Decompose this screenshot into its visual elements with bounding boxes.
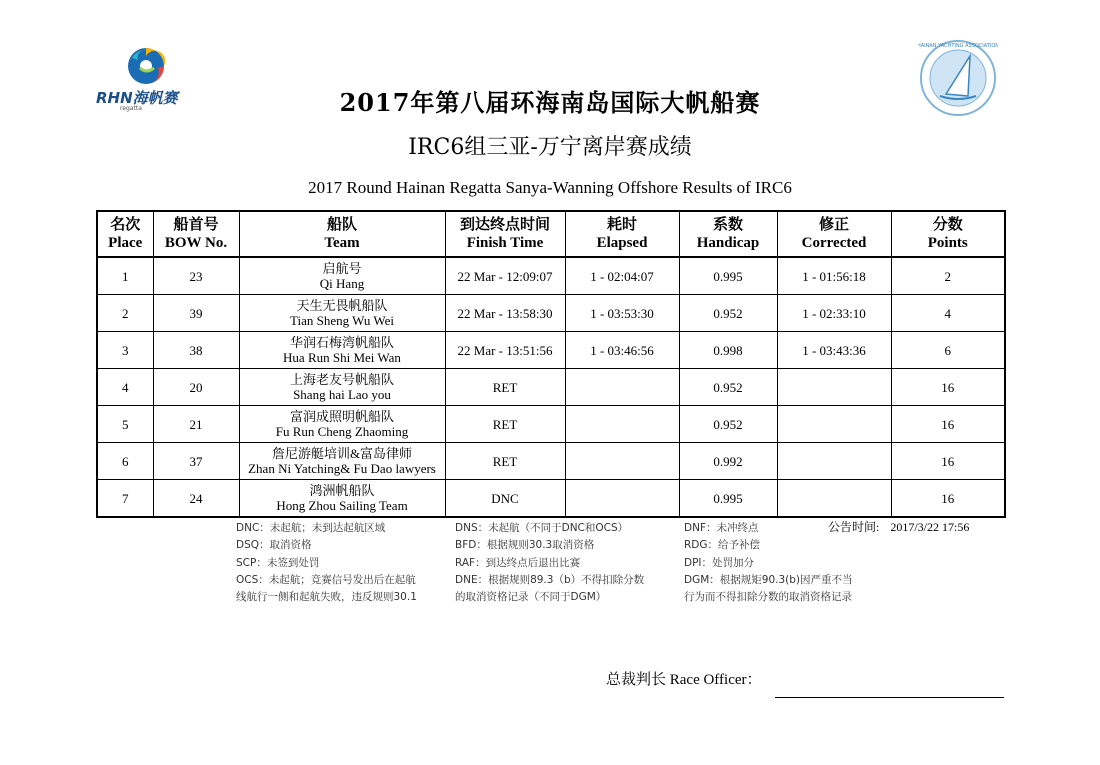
note-line: DNE：根据规则89.3（b）不得扣除分数 — [455, 573, 645, 586]
note-line: SCP：未签到处罚 — [236, 556, 320, 569]
corrected-cell — [777, 443, 891, 480]
team-cell — [239, 443, 445, 480]
column-header — [777, 211, 891, 257]
rhn-swirl-icon — [96, 38, 206, 88]
column-header — [565, 211, 679, 257]
column-header — [239, 211, 445, 257]
team-cell — [239, 295, 445, 332]
column-header-en: Team — [324, 235, 360, 251]
bow-cell: 38 — [153, 332, 239, 369]
note-line: 的取消资格记录（不同于DGM） — [455, 591, 607, 604]
place-cell: 3 — [97, 332, 153, 369]
table-row — [97, 257, 1005, 295]
team-name-en: Shang hai Lao you — [293, 387, 391, 402]
column-header-en: Handicap — [696, 235, 760, 251]
column-header-en: Place — [108, 235, 143, 251]
place-cell: 7 — [97, 480, 153, 518]
team-name-en: Tian Sheng Wu Wei — [289, 313, 394, 328]
table-row — [97, 295, 1005, 332]
note-line: DPI：处罚加分 — [684, 556, 755, 569]
team-name-cn: 鸿洲帆船队 — [309, 483, 375, 498]
signature-line — [775, 697, 1004, 698]
column-header — [445, 211, 565, 257]
finish-cell: DNC — [445, 480, 565, 518]
page-subtitle-en: 2017 Round Hainan Regatta Sanya-Wanning Offshore Results of IRC6 — [308, 178, 792, 197]
elapsed-cell — [565, 480, 679, 518]
column-header-en: Corrected — [801, 235, 867, 251]
table-row — [97, 443, 1005, 480]
column-header-en: Finish Time — [466, 235, 544, 251]
note-line: 行为而不得扣除分数的取消资格记录 — [684, 591, 852, 604]
note-line: BFD：根据规则30.3取消资格 — [455, 539, 595, 552]
column-header-cn: 系数 — [712, 217, 743, 233]
team-cell — [239, 257, 445, 295]
handicap-cell: 0.998 — [679, 332, 777, 369]
team-cell — [239, 406, 445, 443]
results-body — [97, 257, 1005, 517]
points-cell: 16 — [891, 406, 1005, 443]
note-line: DSQ：取消资格 — [236, 539, 312, 552]
logo-right-text: HAINAN YACHTING ASSOCIATION — [918, 43, 998, 49]
column-header-cn: 修正 — [818, 217, 849, 233]
bow-cell: 37 — [153, 443, 239, 480]
corrected-cell: 1 - 01:56:18 — [777, 257, 891, 295]
team-name-cn: 天生无畏帆船队 — [296, 298, 388, 313]
column-header — [891, 211, 1005, 257]
team-name-cn: 詹尼游艇培训&富岛律师 — [271, 446, 413, 461]
table-row — [97, 406, 1005, 443]
finish-cell: RET — [445, 443, 565, 480]
place-cell: 2 — [97, 295, 153, 332]
team-name-cn: 启航号 — [322, 261, 362, 276]
finish-cell: RET — [445, 369, 565, 406]
note-line: RAF：到达终点后退出比赛 — [455, 556, 581, 569]
elapsed-cell — [565, 406, 679, 443]
note-line: DNS：未起航（不同于DNC和OCS） — [455, 522, 629, 534]
note-line: DNF：未冲终点 — [684, 522, 759, 534]
bow-cell: 39 — [153, 295, 239, 332]
elapsed-cell: 1 - 02:04:07 — [565, 257, 679, 295]
team-name-en: Qi Hang — [319, 276, 365, 291]
column-header-en: Elapsed — [596, 235, 648, 251]
handicap-cell: 0.952 — [679, 406, 777, 443]
column-header — [97, 211, 153, 257]
team-name-cn: 上海老友号帆船队 — [289, 372, 394, 387]
team-name-en: Zhan Ni Yatching& Fu Dao lawyers — [248, 461, 436, 476]
points-cell: 16 — [891, 443, 1005, 480]
note-line: DGM：根据规矩90.3(b)因严重不当 — [684, 573, 853, 586]
column-header-cn: 名次 — [110, 217, 141, 233]
notes-column-2 — [455, 520, 644, 606]
results-table — [96, 210, 1006, 518]
elapsed-cell — [565, 369, 679, 406]
notes-column-1 — [236, 520, 417, 606]
column-header — [679, 211, 777, 257]
handicap-cell: 0.995 — [679, 257, 777, 295]
note-line: RDG：给予补偿 — [684, 539, 761, 552]
column-header-cn: 分数 — [932, 217, 963, 233]
bow-cell: 20 — [153, 369, 239, 406]
handicap-cell: 0.992 — [679, 443, 777, 480]
team-name-en: Hua Run Shi Mei Wan — [283, 350, 401, 365]
announcement-value: 2017/3/22 17:56 — [890, 520, 970, 534]
handicap-cell: 0.952 — [679, 369, 777, 406]
team-cell — [239, 480, 445, 518]
finish-cell: RET — [445, 406, 565, 443]
team-name-cn: 富润成照明帆船队 — [289, 409, 394, 424]
finish-cell: 22 Mar - 13:58:30 — [445, 295, 565, 332]
team-cell — [239, 332, 445, 369]
table-row — [97, 480, 1005, 518]
points-cell: 4 — [891, 295, 1005, 332]
handicap-cell: 0.952 — [679, 295, 777, 332]
finish-cell: 22 Mar - 12:09:07 — [445, 257, 565, 295]
page-subtitle-cn: IRC6组三亚-万宁离岸赛成绩 — [408, 135, 692, 160]
place-cell: 4 — [97, 369, 153, 406]
logo-brand-text: RHN海帆赛 — [96, 89, 178, 107]
column-header-en: BOW No. — [164, 235, 228, 251]
announcement-label: 公告时间: — [828, 520, 880, 534]
elapsed-cell: 1 - 03:46:56 — [565, 332, 679, 369]
logo-sub-text: regatta — [120, 105, 142, 112]
points-cell: 16 — [891, 369, 1005, 406]
bow-cell: 21 — [153, 406, 239, 443]
place-cell: 5 — [97, 406, 153, 443]
note-line: 线航行一侧和起航失败，违反规则30.1 — [236, 591, 417, 604]
team-name-cn: 华润石梅湾帆船队 — [289, 335, 394, 350]
team-name-en: Fu Run Cheng Zhaoming — [275, 424, 409, 439]
points-cell: 16 — [891, 480, 1005, 518]
team-name-en: Hong Zhou Sailing Team — [276, 498, 408, 513]
finish-cell: 22 Mar - 13:51:56 — [445, 332, 565, 369]
elapsed-cell — [565, 443, 679, 480]
column-header-en: Points — [927, 235, 968, 251]
column-header-cn: 到达终点时间 — [459, 217, 550, 233]
table-row — [97, 369, 1005, 406]
column-header-cn: 船队 — [326, 217, 357, 233]
elapsed-cell: 1 - 03:53:30 — [565, 295, 679, 332]
note-line: DNC：未起航；未到达起航区域 — [236, 522, 386, 534]
team-cell — [239, 369, 445, 406]
table-row — [97, 332, 1005, 369]
column-header-cn: 耗时 — [606, 217, 637, 233]
note-line: OCS：未起航；竞赛信号发出后在起航 — [236, 573, 416, 586]
points-cell: 6 — [891, 332, 1005, 369]
bow-cell: 23 — [153, 257, 239, 295]
corrected-cell — [777, 369, 891, 406]
race-officer-label: 总裁判长 Race Officer： — [606, 672, 762, 688]
place-cell: 6 — [97, 443, 153, 480]
column-header-cn: 船首号 — [173, 217, 219, 233]
table-header-row — [97, 211, 1005, 257]
corrected-cell — [777, 480, 891, 518]
column-header — [153, 211, 239, 257]
bow-cell: 24 — [153, 480, 239, 518]
corrected-cell: 1 - 02:33:10 — [777, 295, 891, 332]
corrected-cell: 1 - 03:43:36 — [777, 332, 891, 369]
corrected-cell — [777, 406, 891, 443]
points-cell: 2 — [891, 257, 1005, 295]
handicap-cell: 0.995 — [679, 480, 777, 518]
page-title: 2017年第八届环海南岛国际大帆船赛 — [339, 88, 761, 117]
place-cell: 1 — [97, 257, 153, 295]
announcement-time — [828, 518, 969, 535]
